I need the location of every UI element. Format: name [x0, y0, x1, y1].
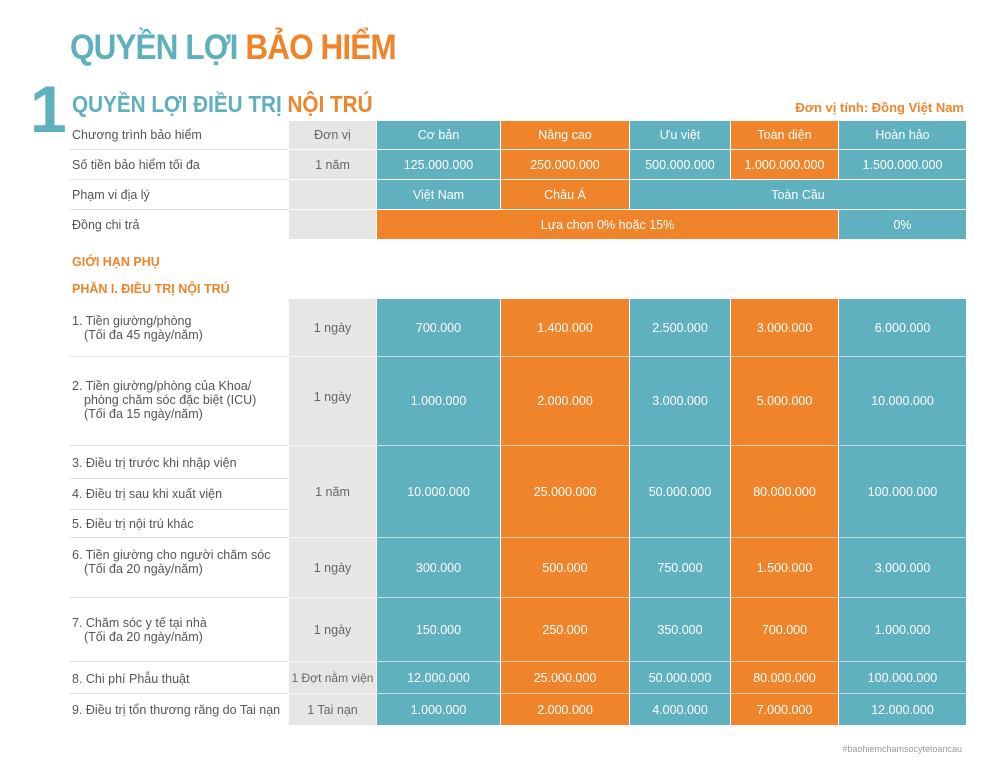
- plan-header-toan-dien: Toàn diện: [731, 121, 838, 149]
- benefit-value: 1.000.000: [410, 394, 467, 408]
- benefit-value: 12.000.000: [407, 670, 470, 685]
- row-divider: [70, 445, 288, 446]
- benefit-label-line: 1. Tiền giường/phòng: [72, 313, 192, 328]
- benefit-unit: 1 ngày: [313, 560, 352, 575]
- benefit-label: [70, 299, 288, 356]
- benefit-label: 3. Điều trị trước khi nhập viện: [72, 456, 237, 470]
- benefit-label-line: 7. Chăm sóc y tế tại nhà: [72, 615, 207, 630]
- benefit-unit: 1 Đợt nằm viện: [291, 670, 374, 685]
- max-sum-value: 500.000.000: [630, 150, 730, 179]
- benefit-label-line: 6. Tiền giường cho người chăm sóc: [72, 548, 271, 562]
- benefit-value: 6.000.000: [874, 320, 931, 335]
- benefit-unit: 1 ngày: [313, 622, 352, 637]
- max-sum-value: 1.500.000.000: [839, 150, 966, 179]
- benefit-value: 12.000.000: [871, 702, 934, 717]
- benefit-value: 5.000.000: [756, 394, 813, 408]
- benefit-unit: 1 Tai nạn: [307, 702, 358, 717]
- benefit-value: 350.000: [657, 622, 703, 637]
- section-title-part2: NỘI TRÚ: [287, 91, 373, 117]
- benefit-label: [70, 357, 288, 445]
- plan-header-co-ban: Cơ bản: [377, 121, 500, 149]
- section-title-part1: QUYỀN LỢI ĐIỀU TRỊ: [72, 91, 282, 117]
- benefit-label-line: phòng chăm sóc đặc biệt (ICU): [84, 393, 257, 407]
- benefit-label-line: (Tối đa 20 ngày/năm): [84, 629, 203, 644]
- benefit-label-line: 2. Tiền giường/phòng của Khoa/: [72, 379, 252, 393]
- benefit-value: 10.000.000: [407, 484, 470, 499]
- benefit-value: 50.000.000: [648, 484, 712, 499]
- benefit-label: [70, 538, 288, 597]
- copay-label: Đồng chi trả: [72, 217, 140, 232]
- section-number: 1: [30, 72, 67, 146]
- benefit-label-line: (Tối đa 15 ngày/năm): [84, 407, 203, 421]
- benefit-value: 250.000: [542, 622, 588, 637]
- benefit-value: 2.000.000: [537, 702, 593, 717]
- benefit-value: 3.000.000: [756, 320, 813, 335]
- benefit-unit: 1 năm: [315, 484, 350, 499]
- benefit-value: 700.000: [415, 320, 462, 335]
- benefit-label: 9. Điều trị tổn thương răng do Tai nạn: [72, 702, 281, 717]
- benefit-value: 3.000.000: [652, 394, 708, 408]
- benefit-value: 1.000.000: [874, 622, 931, 637]
- benefit-value: 2.000.000: [537, 394, 593, 408]
- header-unit: Đơn vị: [289, 121, 376, 149]
- benefit-label: 4. Điều trị sau khi xuất viện: [72, 487, 223, 501]
- benefit-value: 4.000.000: [652, 702, 708, 717]
- max-sum-unit: 1 năm: [289, 150, 376, 179]
- benefit-value: 700.000: [761, 622, 808, 637]
- scope-vietnam: Việt Nam: [377, 180, 500, 209]
- scope-label: Phạm vi địa lý: [72, 187, 150, 202]
- copay-zero: 0%: [839, 210, 966, 239]
- benefit-value: 300.000: [415, 560, 462, 575]
- benefit-value: 100.000.000: [867, 484, 938, 499]
- benefit-value: 500.000: [542, 560, 588, 575]
- max-sum-value: 1.000.000.000: [731, 150, 838, 179]
- benefit-value: 50.000.000: [648, 670, 712, 685]
- plan-header-uu-viet: Ưu việt: [630, 121, 730, 149]
- plan-header-hoan-hao: Hoàn hảo: [839, 121, 966, 149]
- benefit-label: 5. Điều trị nội trú khác: [72, 517, 194, 531]
- benefit-label: [70, 598, 288, 661]
- scope-asia: Châu Á: [501, 180, 629, 209]
- benefit-value: 1.000.000: [410, 702, 467, 717]
- scope-unit: [289, 180, 376, 209]
- plan-header-nang-cao: Nâng cao: [501, 121, 629, 149]
- copay-choice: Lựa chọn 0% hoặc 15%: [377, 210, 838, 239]
- scope-global: Toàn Cầu: [630, 180, 966, 209]
- benefit-label-line: (Tối đa 20 ngày/năm): [84, 562, 203, 576]
- part-one-heading: PHẦN I. ĐIỀU TRỊ NỘI TRÚ: [72, 282, 230, 296]
- benefit-value: 750.000: [657, 560, 703, 575]
- unit-note: Đơn vị tính: Đồng Việt Nam: [795, 100, 964, 115]
- benefit-value: 100.000.000: [867, 670, 938, 685]
- benefit-value: 2.500.000: [652, 320, 708, 335]
- benefit-value: 7.000.000: [756, 702, 813, 717]
- max-sum-value: 250.000.000: [501, 150, 629, 179]
- benefit-unit: 1 ngày: [313, 390, 352, 404]
- max-sum-value: 125.000.000: [377, 150, 500, 179]
- sub-limit-heading: GIỚI HẠN PHỤ: [72, 255, 160, 269]
- section-title: [72, 91, 373, 118]
- benefit-value: 150.000: [415, 622, 462, 637]
- copay-unit: [289, 210, 376, 239]
- benefit-value: 1.400.000: [537, 320, 593, 335]
- page-title: [70, 28, 396, 68]
- benefit-label: 8. Chi phí Phẫu thuật: [72, 672, 190, 686]
- benefit-value: 80.000.000: [753, 670, 816, 685]
- benefit-value: 25.000.000: [533, 670, 597, 685]
- benefit-value: 3.000.000: [874, 560, 931, 575]
- header-label: Chương trình bảo hiểm: [72, 128, 202, 142]
- benefit-value: 1.500.000: [756, 560, 813, 575]
- benefit-value: 10.000.000: [871, 394, 934, 408]
- hashtag: #baohiemchamsocytetoancau: [842, 744, 962, 754]
- max-sum-label: Số tiền bảo hiểm tối đa: [72, 157, 200, 172]
- benefit-value: 80.000.000: [753, 484, 816, 499]
- page-title-part2: BẢO HIỂM: [245, 28, 396, 67]
- benefit-unit: 1 ngày: [313, 320, 352, 335]
- benefit-label-line: (Tối đa 45 ngày/năm): [84, 327, 203, 342]
- benefit-value: 25.000.000: [533, 484, 597, 499]
- page-title-part1: QUYỀN LỢI: [70, 28, 238, 67]
